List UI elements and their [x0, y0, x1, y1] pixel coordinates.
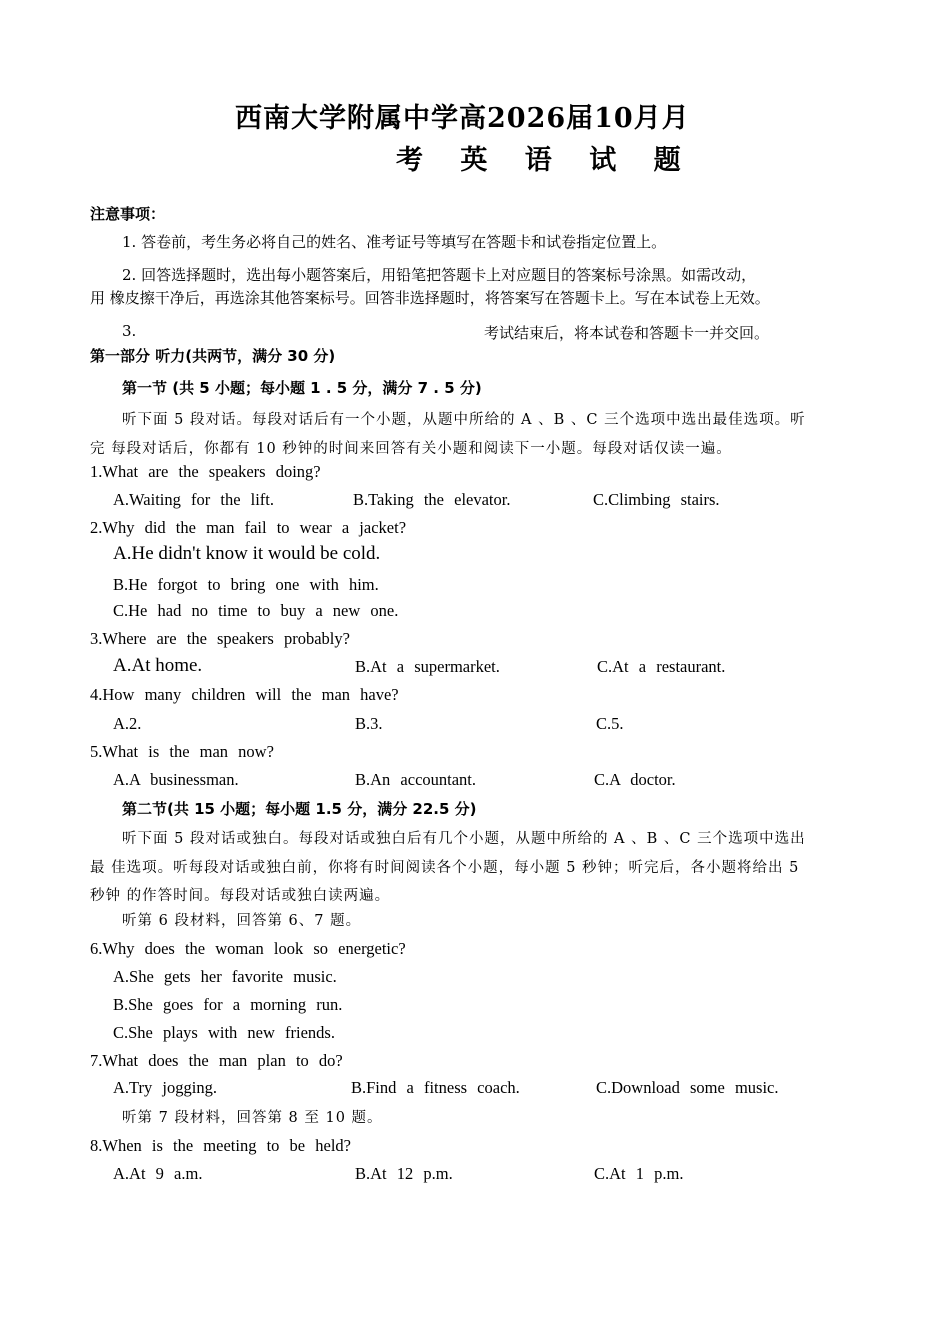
notice-item-3-number: 3. [122, 322, 137, 340]
question-4-stem: 4.How many children will the man have? [90, 685, 399, 704]
section2-instructions-line1: 听下面 5 段对话或独白。每段对话或独白后有几个小题，从题中所给的 A 、B 、C 三个选项中选出 [122, 831, 806, 847]
question-1-option-a: A.Waiting for the lift. [113, 490, 275, 509]
section2-instructions-line3: 秒钟 的作答时间。每段对话或独白读两遍。 [90, 888, 391, 904]
question-1-stem: 1.What are the speakers doing? [90, 462, 321, 481]
question-6-stem: 6.Why does the woman look so energetic? [90, 939, 406, 958]
question-5-option-a: A.A businessman. [113, 770, 239, 789]
question-6-option-b: B.She goes for a morning run. [113, 995, 343, 1014]
section1-heading: 第一节 (共 5 小题；每小题 1 . 5 分，满分 7 . 5 分) [122, 379, 482, 397]
question-7-option-a: A.Try jogging. [113, 1078, 217, 1097]
question-5-option-c: C.A doctor. [594, 770, 676, 789]
question-7-option-c: C.Download some music. [596, 1078, 779, 1097]
material-7-note: 听第 7 段材料，回答第 8 至 10 题。 [122, 1110, 383, 1126]
notice-heading: 注意事项： [90, 205, 166, 223]
question-6-option-a: A.She gets her favorite music. [113, 967, 337, 986]
question-4-option-a: A.2. [113, 714, 142, 733]
question-8-stem: 8.When is the meeting to be held? [90, 1136, 351, 1155]
question-7-option-b: B.Find a fitness coach. [351, 1078, 520, 1097]
question-3-stem: 3.Where are the speakers probably? [90, 629, 350, 648]
question-8-option-a: A.At 9 a.m. [113, 1164, 203, 1183]
question-2-option-a: A.He didn't know it would be cold. [113, 543, 381, 564]
question-7-stem: 7.What does the man plan to do? [90, 1051, 343, 1070]
section1-instructions-line2: 完 每段对话后，你都有 10 秒钟的时间来回答有关小题和阅读下一小题。每段对话仅读一遍。 [90, 441, 732, 457]
part1-heading: 第一部分 听力(共两节，满分 30 分) [90, 347, 336, 365]
question-1-option-b: B.Taking the elevator. [353, 490, 511, 509]
section2-heading: 第二节(共 15 小题；每小题 1.5 分，满分 22.5 分) [122, 800, 477, 818]
notice-item-3-text: 考试结束后，将本试卷和答题卡一并交回。 [484, 324, 770, 342]
question-2-option-b: B.He forgot to bring one with him. [113, 575, 379, 594]
section2-instructions-line2: 最 佳选项。听每段对话或独白前，你将有时间阅读各个小题，每小题 5 秒钟；听完后，各小题将给出 5 [90, 860, 800, 876]
section1-instructions-line1: 听下面 5 段对话。每段对话后有一个小题，从题中所给的 A 、B 、C 三个选项中选出最佳选项。听 [122, 412, 806, 428]
page-title-line2: 考 英 语 试 题 [396, 145, 695, 176]
question-5-stem: 5.What is the man now? [90, 742, 274, 761]
notice-item-1: 1. 答卷前，考生务必将自己的姓名、准考证号等填写在答题卡和试卷指定位置上。 [122, 233, 667, 251]
page-title-line1: 西南大学附属中学高2026届10月月 [235, 103, 690, 134]
question-8-option-c: C.At 1 p.m. [594, 1164, 684, 1183]
question-1-option-c: C.Climbing stairs. [593, 490, 720, 509]
notice-item-2-line2: 用 橡皮擦干净后，再选涂其他答案标号。回答非选择题时，将答案写在答题卡上。写在本试卷上无效。 [90, 289, 770, 307]
notice-item-2-line1: 2. 回答选择题时，选出每小题答案后，用铅笔把答题卡上对应题目的答案标号涂黑。如需改动， [122, 266, 757, 284]
question-3-option-c: C.At a restaurant. [597, 657, 726, 676]
question-2-option-c: C.He had no time to buy a new one. [113, 601, 399, 620]
question-5-option-b: B.An accountant. [355, 770, 477, 789]
material-6-note: 听第 6 段材料，回答第 6、7 题。 [122, 913, 362, 929]
question-3-option-a: A.At home. [113, 655, 203, 676]
question-4-option-b: B.3. [355, 714, 383, 733]
question-6-option-c: C.She plays with new friends. [113, 1023, 335, 1042]
question-3-option-b: B.At a supermarket. [355, 657, 500, 676]
question-2-stem: 2.Why did the man fail to wear a jacket? [90, 518, 407, 537]
question-4-option-c: C.5. [596, 714, 624, 733]
question-8-option-b: B.At 12 p.m. [355, 1164, 453, 1183]
